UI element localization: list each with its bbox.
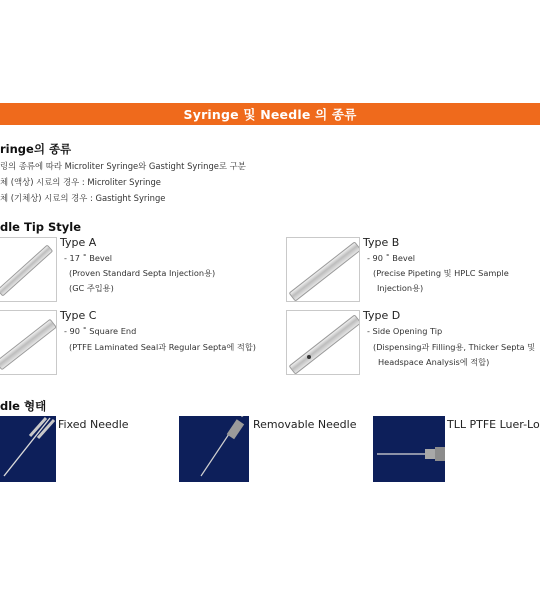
type-c-image xyxy=(0,310,57,375)
tip-style-heading: dle Tip Style xyxy=(0,220,82,234)
type-a-line-2: (Proven Standard Septa Injection용) xyxy=(69,268,216,278)
needle-bevel-17-image xyxy=(0,244,53,296)
fixed-needle-drawing xyxy=(0,416,56,482)
type-c-line-1: - 90 ˚ Square End xyxy=(64,326,137,336)
removable-needle-label: Removable Needle xyxy=(253,418,357,431)
needle-bevel-90-image xyxy=(289,241,360,301)
type-d-image xyxy=(286,310,360,375)
banner-title: Syringe 및 Needle 의 종류 xyxy=(183,107,357,122)
type-a-line-1: - 17 ˚ Bevel xyxy=(64,253,113,263)
removable-needle-drawing xyxy=(179,416,249,482)
syringe-line-2: 체 (액상) 시료의 경우 : Microliter Syringe xyxy=(0,177,161,187)
type-b-line-1: - 90 ˚ Bevel xyxy=(367,253,416,263)
side-opening-hole-icon xyxy=(307,355,311,359)
syringe-line-3: 체 (기체상) 시료의 경우 : Gastight Syringe xyxy=(0,193,166,203)
type-b-line-3: Injection용) xyxy=(377,283,424,293)
removable-needle-image xyxy=(179,416,249,482)
type-d-line-3: Headspace Analysis에 적합) xyxy=(378,357,490,367)
tll-luer-lock-drawing xyxy=(373,416,445,482)
type-c-line-2: (PTFE Laminated Seal과 Regular Septa에 적합) xyxy=(69,342,256,352)
tll-luer-lock-image xyxy=(373,416,445,482)
type-d-title: Type D xyxy=(363,309,401,322)
needle-form-heading: dle 형태 xyxy=(0,399,47,413)
type-c-title: Type C xyxy=(60,309,97,322)
section-banner xyxy=(0,103,540,125)
type-d-line-1: - Side Opening Tip xyxy=(367,326,443,336)
type-a-image xyxy=(0,237,57,302)
fixed-needle-label: Fixed Needle xyxy=(58,418,129,431)
type-a-line-3: (GC 주입용) xyxy=(69,283,114,293)
fixed-needle-image xyxy=(0,416,56,482)
tll-luer-lock-label: TLL PTFE Luer-Lo xyxy=(447,418,540,431)
needle-square-end-image xyxy=(0,319,57,371)
type-b-image xyxy=(286,237,360,302)
type-b-line-2: (Precise Pipeting 및 HPLC Sample xyxy=(373,268,509,278)
syringe-line-1: 링의 종류에 따라 Microliter Syringe와 Gastight Syringe로 구분 xyxy=(0,161,246,171)
type-d-line-2: (Dispensing과 Filling용, Thicker Septa 및 xyxy=(373,342,536,352)
syringe-heading: ringe의 종류 xyxy=(0,142,72,156)
type-b-title: Type B xyxy=(363,236,400,249)
type-a-title: Type A xyxy=(60,236,97,249)
needle-side-opening-image xyxy=(289,314,360,374)
